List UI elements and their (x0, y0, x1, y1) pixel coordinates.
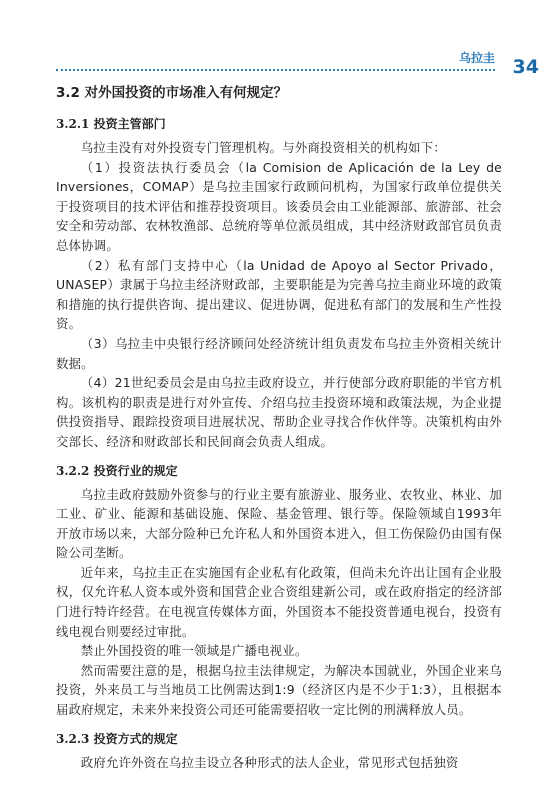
paragraph: 乌拉圭没有对外投资专门管理机构。与外商投资相关的机构如下： (80, 140, 446, 155)
paragraph: 近年来，乌拉圭正在实施国有企业私有化政策，但尚未允许出让国有企业股权，仅允许私人资本或外资和国营企业合资组建新公司，或在政府指定的经济部门进行特许经营。在电视宣传媒体方面，外国资本不能投资普通电视台，投资有线电视台则要经过审批。 (56, 564, 502, 639)
paragraph: （2）私有部门支持中心（la Unidad de Apoyo al Sector Privado，UNASEP）隶属于乌拉圭经济财政部，主要职能是为完善乌拉圭商业环境的政策和措施的执行提供咨询、提出建议、促进协调，促进私有部门的发展和生产性投资。 (56, 257, 502, 332)
paragraph: （3）乌拉圭中央银行经济顾问处经济统计组负责发布乌拉圭外资相关统计数据。 (56, 335, 502, 371)
page-number: 34 (512, 56, 539, 78)
page-header (0, 40, 559, 80)
subsection-title: 3.2.3 投资方式的规定 (56, 731, 178, 746)
subsection-title: 3.2.2 投资行业的规定 (56, 463, 178, 478)
header-dotted-rule (56, 69, 495, 71)
paragraph: 乌拉圭政府鼓励外资参与的行业主要有旅游业、服务业、农牧业、林业、加工业、矿业、能源和基础设施、保险、基金管理、银行等。保险领域自1993年开放市场以来，大部分险种已允许私人和外国资本进入，但工伤保险仍由国有保险公司垄断。 (56, 486, 502, 561)
subsection-title: 3.2.1 投资主管部门 (56, 117, 166, 131)
page-content (56, 83, 502, 772)
paragraph: 政府允许外资在乌拉圭设立各种形式的法人企业，常见形式包括独资 (80, 754, 459, 770)
paragraph: 禁止外国投资的唯一领域是广播电视业。 (80, 643, 308, 659)
paragraph: （4）21世纪委员会是由乌拉圭政府设立，并行使部分政府职能的半官方机构。该机构的职责是进行对外宣传、介绍乌拉圭投资环境和政策法规，为企业提供投资指导、跟踪投资项目进展状况、帮助企业寻找合作伙伴等。决策机构由外交部长、经济和财政部长和民间商会负责人组成。 (56, 375, 502, 449)
paragraph: 然而需要注意的是，根据乌拉圭法律规定，为解决本国就业，外国企业来乌投资，外来员工与当地员工比例需达到1:9（经济区内是不少于1:3），且根据本届政府规定，未来外来投资公司还可能需要招收一定比例的刑满释放人员。 (56, 662, 502, 718)
paragraph: （1）投资法执行委员会（la Comision de Aplicación de la Ley de Inversiones，COMAP）是乌拉圭国家行政顾问机构，为国家行政单位提供关于投资项目的技术评估和推荐投资项目。该委员会由工业能源部、旅游部、社会安全和劳动部、农林牧渔部、总统府等单位派员组成，其中经济财政部官员负责总体协调。 (56, 159, 502, 253)
section-title: 3.2 对外国投资的市场准入有何规定？ (56, 85, 288, 101)
running-header-country: 乌拉圭 (458, 51, 495, 65)
